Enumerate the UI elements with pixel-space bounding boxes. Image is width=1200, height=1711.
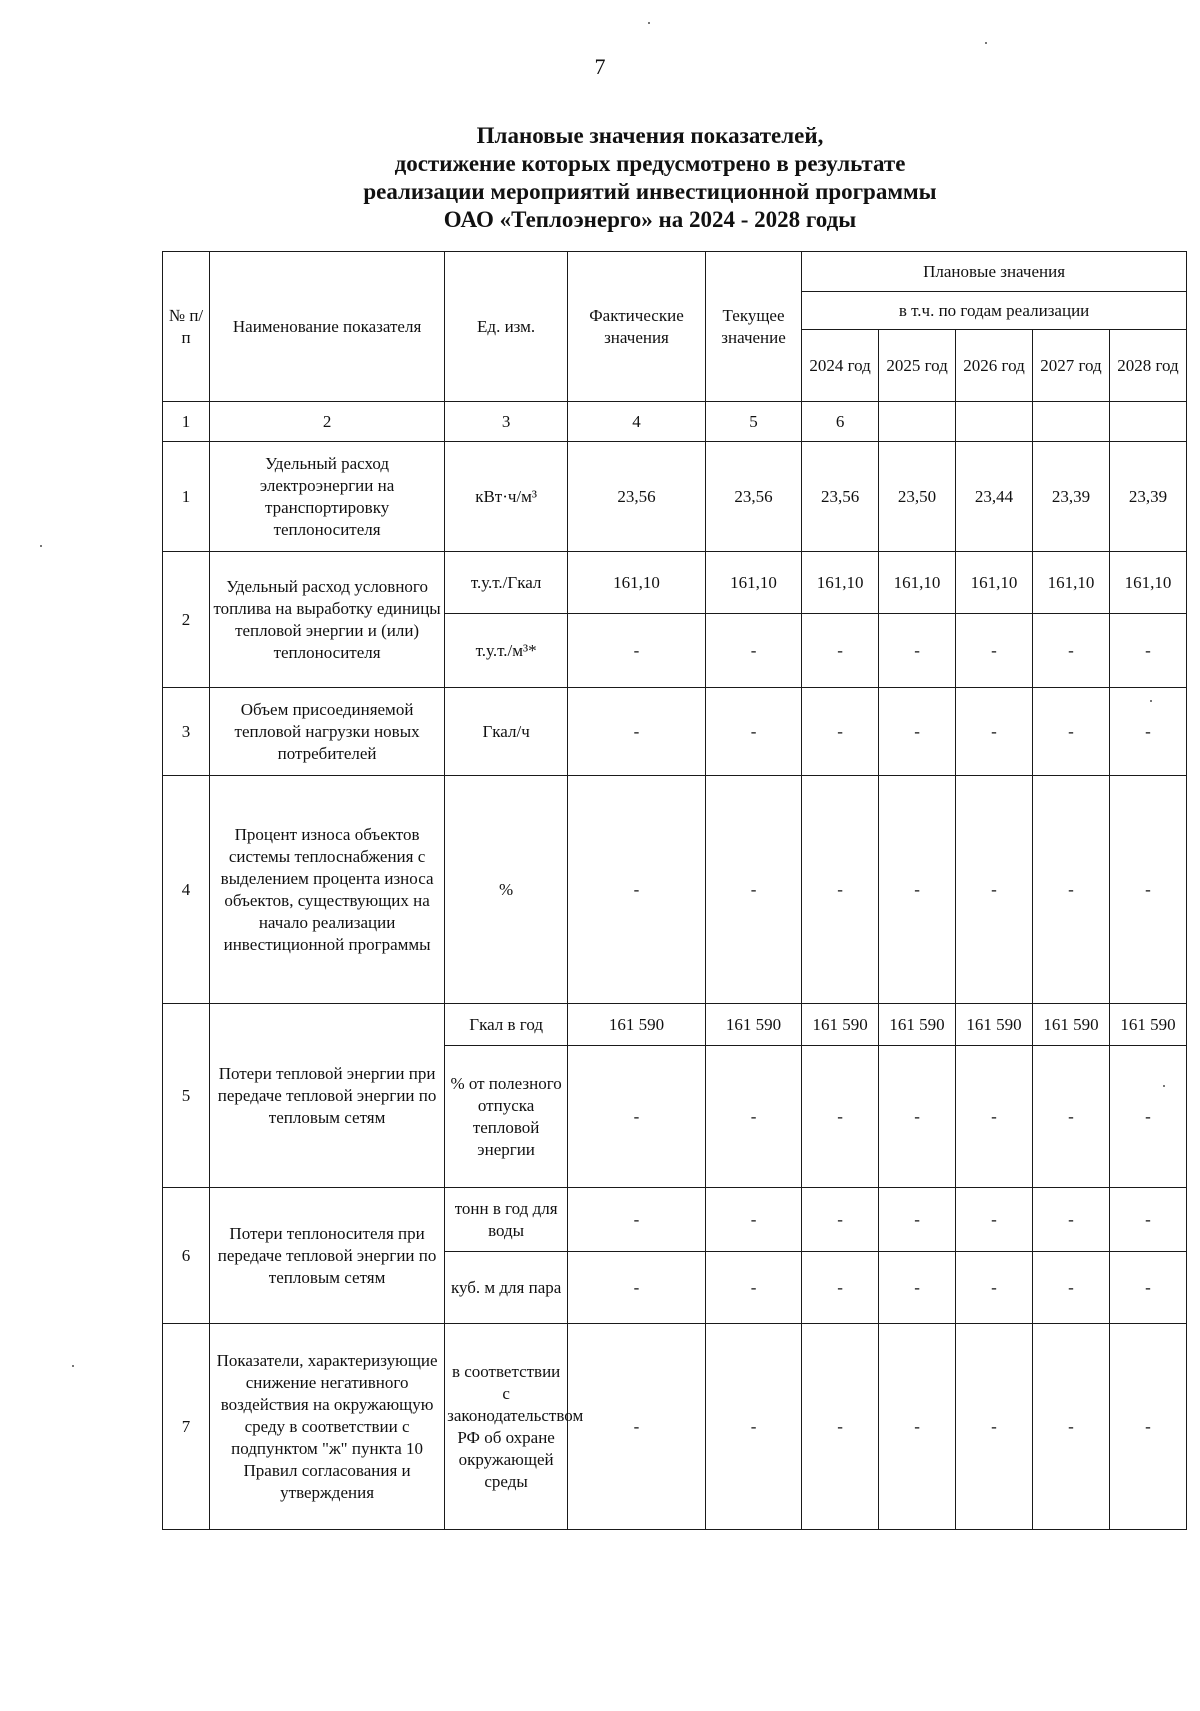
year-value: - [1032, 614, 1109, 688]
row-number: 3 [163, 688, 210, 776]
year-value: - [956, 1252, 1033, 1324]
year-value: - [802, 1252, 879, 1324]
unit-cell: т.у.т./Гкал [445, 552, 568, 614]
title-line: ОАО «Теплоэнерго» на 2024 - 2028 годы [443, 207, 857, 232]
actual-value: - [568, 776, 706, 1004]
actual-value: 161 590 [568, 1004, 706, 1046]
year-value: 161,10 [1109, 552, 1186, 614]
title-line: Плановые значения показателей, [476, 123, 824, 148]
year-value: 161 590 [956, 1004, 1033, 1046]
actual-value: 161,10 [568, 552, 706, 614]
year-value: - [802, 1188, 879, 1252]
year-value: - [1109, 1046, 1186, 1188]
year-value: - [956, 614, 1033, 688]
current-value: - [705, 1324, 801, 1530]
year-value: 161,10 [1032, 552, 1109, 614]
year-value: 23,39 [1032, 442, 1109, 552]
year-value: - [1032, 776, 1109, 1004]
row-number: 6 [163, 1188, 210, 1324]
table-row [163, 552, 1187, 614]
year-value: - [879, 1252, 956, 1324]
current-value: - [705, 688, 801, 776]
year-value: - [802, 1324, 879, 1530]
current-value: - [705, 1188, 801, 1252]
year-value: - [1109, 614, 1186, 688]
year-value: - [802, 688, 879, 776]
row-number: 7 [163, 1324, 210, 1530]
row-number: 2 [163, 552, 210, 688]
table-row [163, 688, 1187, 776]
indicators-table [162, 251, 1187, 1530]
header-year: 2028 год [1109, 330, 1186, 402]
column-number: 2 [210, 402, 445, 442]
year-value: - [879, 1324, 956, 1530]
unit-cell: в соответствии с законодательством РФ об охране окружающей среды [445, 1324, 568, 1530]
page-number: 7 [594, 54, 606, 79]
year-value: 161 590 [1109, 1004, 1186, 1046]
year-value: 161,10 [956, 552, 1033, 614]
current-value: - [705, 614, 801, 688]
actual-value: 23,56 [568, 442, 706, 552]
year-value: 23,56 [802, 442, 879, 552]
header-name: Наименование показателя [210, 252, 445, 402]
unit-cell: Гкал/ч [445, 688, 568, 776]
year-value: - [956, 776, 1033, 1004]
column-number: 6 [802, 402, 879, 442]
header-unit: Ед. изм. [445, 252, 568, 402]
table-row [163, 1188, 1187, 1252]
column-number-empty [956, 402, 1033, 442]
year-value: - [1109, 688, 1186, 776]
year-value: 23,50 [879, 442, 956, 552]
year-value: - [956, 1188, 1033, 1252]
year-value: - [879, 614, 956, 688]
current-value: 23,56 [705, 442, 801, 552]
unit-cell: т.у.т./м³* [445, 614, 568, 688]
indicator-name: Объем присоединяемой тепловой нагрузки новых потребителей [210, 688, 445, 776]
year-value: - [879, 1046, 956, 1188]
year-value: - [802, 614, 879, 688]
row-number: 5 [163, 1004, 210, 1188]
current-value: - [705, 1046, 801, 1188]
column-number: 1 [163, 402, 210, 442]
year-value: - [956, 1046, 1033, 1188]
year-value: 161 590 [1032, 1004, 1109, 1046]
table-row [163, 776, 1187, 1004]
header-year: 2025 год [879, 330, 956, 402]
current-value: - [705, 1252, 801, 1324]
year-value: 161,10 [802, 552, 879, 614]
year-value: - [879, 776, 956, 1004]
year-value: - [1109, 1324, 1186, 1530]
header-year: 2026 год [956, 330, 1033, 402]
header-num: № п/п [163, 252, 210, 402]
column-number-empty [1109, 402, 1186, 442]
current-value: 161 590 [705, 1004, 801, 1046]
year-value: - [802, 1046, 879, 1188]
row-number: 1 [163, 442, 210, 552]
header-year: 2024 год [802, 330, 879, 402]
indicator-name: Потери теплоносителя при передаче тепловой энергии по тепловым сетям [210, 1188, 445, 1324]
title-line: реализации мероприятий инвестиционной программы [363, 179, 937, 204]
header-actual: Фактические значения [568, 252, 706, 402]
unit-cell: % [445, 776, 568, 1004]
year-value: 23,39 [1109, 442, 1186, 552]
unit-cell: кВт·ч/м³ [445, 442, 568, 552]
year-value: 161,10 [879, 552, 956, 614]
header-current: Текущее значение [705, 252, 801, 402]
title-line: достижение которых предусмотрено в результате [394, 151, 906, 176]
year-value: - [1032, 1324, 1109, 1530]
year-value: - [1109, 776, 1186, 1004]
unit-cell: тонн в год для воды [445, 1188, 568, 1252]
year-value: 23,44 [956, 442, 1033, 552]
year-value: - [1032, 688, 1109, 776]
table-row [163, 1004, 1187, 1046]
header-year: 2027 год [1032, 330, 1109, 402]
column-number: 4 [568, 402, 706, 442]
actual-value: - [568, 688, 706, 776]
indicator-name: Процент износа объектов системы теплоснабжения с выделением процента износа объектов, существующих на начало реализации инвестиционной программы [210, 776, 445, 1004]
header-by-years: в т.ч. по годам реализации [802, 292, 1187, 330]
table-row [163, 442, 1187, 552]
year-value: - [956, 1324, 1033, 1530]
indicator-name: Показатели, характеризующие снижение негативного воздействия на окружающую среду в соответствии с подпунктом "ж" пункта 10 Правил согласования и утверждения [210, 1324, 445, 1530]
indicator-name: Удельный расход электроэнергии на транспортировку теплоносителя [210, 442, 445, 552]
unit-cell: Гкал в год [445, 1004, 568, 1046]
column-number-empty [1032, 402, 1109, 442]
row-number: 4 [163, 776, 210, 1004]
actual-value: - [568, 614, 706, 688]
unit-cell: куб. м для пара [445, 1252, 568, 1324]
year-value: - [956, 688, 1033, 776]
header-planned: Плановые значения [802, 252, 1187, 292]
current-value: 161,10 [705, 552, 801, 614]
year-value: - [1032, 1046, 1109, 1188]
indicator-name: Удельный расход условного топлива на выработку единицы тепловой энергии и (или) теплоносителя [210, 552, 445, 688]
table-row [163, 1324, 1187, 1530]
year-value: - [1109, 1188, 1186, 1252]
actual-value: - [568, 1188, 706, 1252]
actual-value: - [568, 1252, 706, 1324]
year-value: 161 590 [879, 1004, 956, 1046]
year-value: - [802, 776, 879, 1004]
actual-value: - [568, 1324, 706, 1530]
year-value: - [879, 688, 956, 776]
indicator-name: Потери тепловой энергии при передаче тепловой энергии по тепловым сетям [210, 1004, 445, 1188]
year-value: 161 590 [802, 1004, 879, 1046]
column-number: 5 [705, 402, 801, 442]
current-value: - [705, 776, 801, 1004]
column-number-empty [879, 402, 956, 442]
year-value: - [1032, 1252, 1109, 1324]
page-title [250, 122, 1050, 234]
column-number: 3 [445, 402, 568, 442]
year-value: - [1032, 1188, 1109, 1252]
year-value: - [1109, 1252, 1186, 1324]
year-value: - [879, 1188, 956, 1252]
actual-value: - [568, 1046, 706, 1188]
unit-cell: % от полезного отпуска тепловой энергии [445, 1046, 568, 1188]
